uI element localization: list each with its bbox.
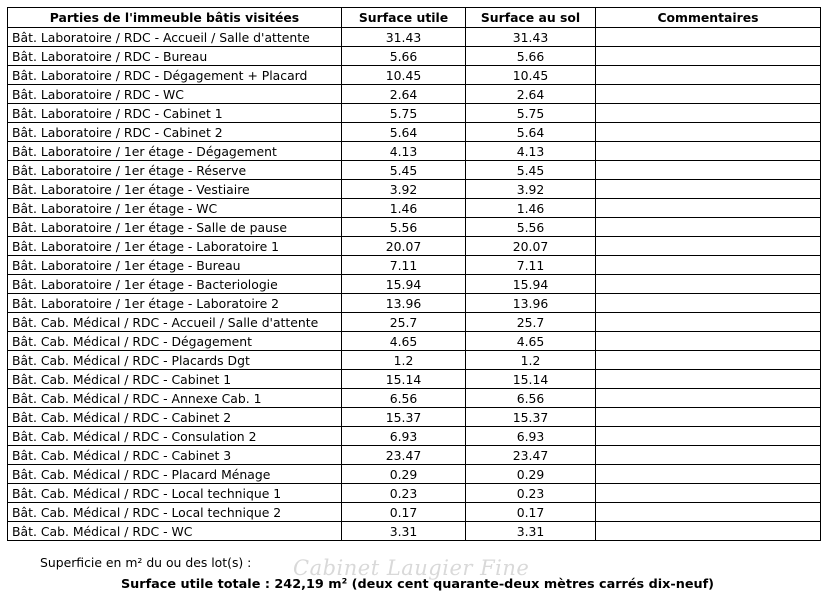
table-row [8, 294, 821, 313]
cell-surface-utile: 0.29 [342, 465, 466, 484]
cell-comment [596, 370, 821, 389]
total-surface: Surface utile totale : 242,19 m² (deux cent quarante-deux mètres carrés dix-neuf) [120, 577, 715, 592]
cell-surface-utile: 31.43 [342, 28, 466, 47]
cell-comment [596, 256, 821, 275]
cell-comment [596, 85, 821, 104]
table-row [8, 465, 821, 484]
cell-part: Bât. Laboratoire / 1er étage - Vestiaire [8, 180, 342, 199]
cell-comment [596, 142, 821, 161]
table-row [8, 256, 821, 275]
cell-part: Bât. Cab. Médical / RDC - Cabinet 2 [8, 408, 342, 427]
table-row [8, 66, 821, 85]
cell-surface-utile: 6.93 [342, 427, 466, 446]
cell-part: Bât. Laboratoire / 1er étage - Bacteriologie [8, 275, 342, 294]
cell-surface-sol: 5.75 [466, 104, 596, 123]
cell-part: Bât. Laboratoire / 1er étage - Salle de pause [8, 218, 342, 237]
cell-part: Bât. Cab. Médical / RDC - Cabinet 1 [8, 370, 342, 389]
cell-part: Bât. Cab. Médical / RDC - Consulation 2 [8, 427, 342, 446]
cell-surface-sol: 31.43 [466, 28, 596, 47]
watermark-logo: Cabinet Laugier Fine [293, 556, 530, 580]
cell-surface-sol: 5.66 [466, 47, 596, 66]
cell-surface-sol: 15.94 [466, 275, 596, 294]
table-row [8, 275, 821, 294]
table-row [8, 522, 821, 541]
cell-surface-utile: 5.56 [342, 218, 466, 237]
table-row [8, 199, 821, 218]
cell-comment [596, 446, 821, 465]
cell-part: Bât. Laboratoire / 1er étage - Dégagement [8, 142, 342, 161]
cell-surface-sol: 6.56 [466, 389, 596, 408]
table-row [8, 47, 821, 66]
cell-comment [596, 218, 821, 237]
cell-comment [596, 47, 821, 66]
cell-part: Bât. Laboratoire / 1er étage - Laboratoire 2 [8, 294, 342, 313]
cell-surface-utile: 5.75 [342, 104, 466, 123]
cell-surface-sol: 23.47 [466, 446, 596, 465]
cell-surface-utile: 15.37 [342, 408, 466, 427]
cell-surface-utile: 5.64 [342, 123, 466, 142]
table-row [8, 218, 821, 237]
cell-part: Bât. Laboratoire / RDC - Cabinet 2 [8, 123, 342, 142]
cell-part: Bât. Laboratoire / RDC - Accueil / Salle d'attente [8, 28, 342, 47]
table-row [8, 104, 821, 123]
table-row [8, 28, 821, 47]
cell-comment [596, 199, 821, 218]
cell-comment [596, 408, 821, 427]
cell-surface-sol: 3.31 [466, 522, 596, 541]
header-surface-sol: Surface au sol [466, 8, 596, 28]
cell-surface-utile: 13.96 [342, 294, 466, 313]
cell-comment [596, 389, 821, 408]
table-header-row [8, 8, 821, 28]
cell-part: Bât. Laboratoire / RDC - Cabinet 1 [8, 104, 342, 123]
cell-part: Bât. Cab. Médical / RDC - Placard Ménage [8, 465, 342, 484]
cell-surface-sol: 10.45 [466, 66, 596, 85]
cell-surface-sol: 3.92 [466, 180, 596, 199]
table-row [8, 351, 821, 370]
cell-comment [596, 66, 821, 85]
table-row [8, 503, 821, 522]
cell-part: Bât. Cab. Médical / RDC - Local technique 1 [8, 484, 342, 503]
cell-surface-sol: 6.93 [466, 427, 596, 446]
cell-comment [596, 465, 821, 484]
cell-comment [596, 123, 821, 142]
header-surface-utile: Surface utile [342, 8, 466, 28]
table-row [8, 180, 821, 199]
cell-part: Bât. Cab. Médical / RDC - WC [8, 522, 342, 541]
cell-part: Bât. Cab. Médical / RDC - Cabinet 3 [8, 446, 342, 465]
cell-part: Bât. Cab. Médical / RDC - Dégagement [8, 332, 342, 351]
table-row [8, 427, 821, 446]
cell-part: Bât. Laboratoire / 1er étage - Bureau [8, 256, 342, 275]
cell-comment [596, 503, 821, 522]
table-row [8, 313, 821, 332]
header-comments: Commentaires [596, 8, 821, 28]
header-part: Parties de l'immeuble bâtis visitées [8, 8, 342, 28]
cell-surface-utile: 7.11 [342, 256, 466, 275]
cell-surface-sol: 20.07 [466, 237, 596, 256]
cell-part: Bât. Laboratoire / 1er étage - WC [8, 199, 342, 218]
cell-surface-sol: 5.64 [466, 123, 596, 142]
cell-surface-utile: 1.46 [342, 199, 466, 218]
table-row [8, 332, 821, 351]
table-row [8, 484, 821, 503]
cell-surface-utile: 4.13 [342, 142, 466, 161]
cell-surface-sol: 5.56 [466, 218, 596, 237]
table-row [8, 161, 821, 180]
table-row [8, 370, 821, 389]
cell-comment [596, 351, 821, 370]
cell-comment [596, 180, 821, 199]
cell-comment [596, 522, 821, 541]
cell-part: Bât. Laboratoire / 1er étage - Réserve [8, 161, 342, 180]
cell-surface-sol: 0.23 [466, 484, 596, 503]
cell-surface-sol: 4.13 [466, 142, 596, 161]
cell-surface-utile: 3.92 [342, 180, 466, 199]
cell-surface-sol: 15.14 [466, 370, 596, 389]
cell-comment [596, 313, 821, 332]
cell-surface-utile: 15.14 [342, 370, 466, 389]
table-row [8, 446, 821, 465]
cell-part: Bât. Cab. Médical / RDC - Placards Dgt [8, 351, 342, 370]
cell-surface-utile: 3.31 [342, 522, 466, 541]
cell-surface-utile: 1.2 [342, 351, 466, 370]
cell-surface-sol: 13.96 [466, 294, 596, 313]
cell-surface-utile: 0.23 [342, 484, 466, 503]
cell-comment [596, 104, 821, 123]
cell-part: Bât. Laboratoire / RDC - Bureau [8, 47, 342, 66]
cell-surface-utile: 0.17 [342, 503, 466, 522]
cell-surface-utile: 2.64 [342, 85, 466, 104]
table-row [8, 408, 821, 427]
cell-surface-utile: 23.47 [342, 446, 466, 465]
cell-part: Bât. Cab. Médical / RDC - Accueil / Salle d'attente [8, 313, 342, 332]
cell-surface-utile: 20.07 [342, 237, 466, 256]
cell-surface-sol: 5.45 [466, 161, 596, 180]
cell-comment [596, 161, 821, 180]
cell-part: Bât. Cab. Médical / RDC - Annexe Cab. 1 [8, 389, 342, 408]
cell-surface-sol: 7.11 [466, 256, 596, 275]
cell-surface-utile: 4.65 [342, 332, 466, 351]
table-row [8, 142, 821, 161]
cell-surface-sol: 2.64 [466, 85, 596, 104]
cell-surface-sol: 0.29 [466, 465, 596, 484]
table-row [8, 237, 821, 256]
cell-surface-sol: 15.37 [466, 408, 596, 427]
cell-surface-sol: 0.17 [466, 503, 596, 522]
cell-comment [596, 275, 821, 294]
cell-comment [596, 28, 821, 47]
table-body [8, 28, 821, 541]
cell-surface-utile: 25.7 [342, 313, 466, 332]
cell-part: Bât. Laboratoire / RDC - WC [8, 85, 342, 104]
table-row [8, 123, 821, 142]
cell-part: Bât. Laboratoire / 1er étage - Laboratoire 1 [8, 237, 342, 256]
cell-surface-utile: 5.45 [342, 161, 466, 180]
table-row [8, 389, 821, 408]
cell-comment [596, 484, 821, 503]
cell-surface-utile: 5.66 [342, 47, 466, 66]
cell-surface-sol: 1.2 [466, 351, 596, 370]
surfaces-table [7, 7, 821, 541]
cell-surface-sol: 1.46 [466, 199, 596, 218]
table-row [8, 85, 821, 104]
cell-surface-sol: 4.65 [466, 332, 596, 351]
area-label: Superficie en m² du ou des lot(s) : [40, 555, 252, 570]
cell-part: Bât. Cab. Médical / RDC - Local technique 2 [8, 503, 342, 522]
cell-surface-utile: 10.45 [342, 66, 466, 85]
cell-comment [596, 332, 821, 351]
cell-surface-sol: 25.7 [466, 313, 596, 332]
cell-comment [596, 427, 821, 446]
cell-surface-utile: 15.94 [342, 275, 466, 294]
cell-comment [596, 237, 821, 256]
cell-comment [596, 294, 821, 313]
cell-surface-utile: 6.56 [342, 389, 466, 408]
cell-part: Bât. Laboratoire / RDC - Dégagement + Placard [8, 66, 342, 85]
